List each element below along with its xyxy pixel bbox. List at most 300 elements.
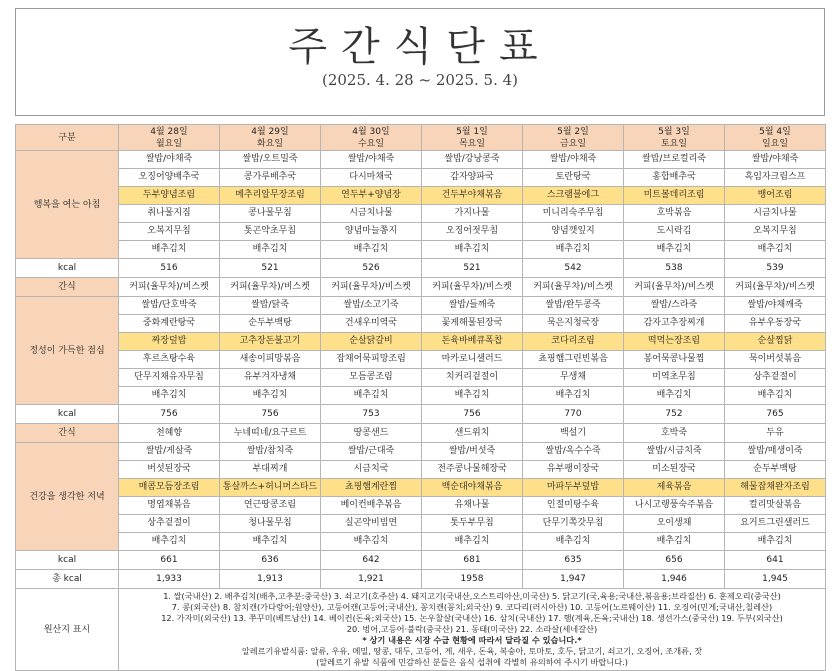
menu-item-text: 콩가루배추국	[243, 172, 297, 182]
menu-item	[220, 351, 321, 369]
dinner-row	[16, 443, 826, 461]
day-date: 5월 4일	[759, 126, 791, 137]
menu-item-text: 실곤약비빔면	[344, 518, 398, 528]
day-date: 4월 30일	[352, 126, 390, 137]
menu-item	[321, 333, 422, 351]
menu-item	[725, 479, 826, 497]
menu-item-text: 토란탕국	[555, 172, 591, 182]
menu-item	[422, 169, 523, 187]
menu-item-text: 배추김치	[252, 244, 288, 254]
menu-item-text: 유채나물	[454, 500, 490, 510]
day-weekday: 토요일	[660, 138, 688, 149]
menu-item	[321, 387, 422, 405]
lunch-row	[16, 387, 826, 405]
menu-item	[220, 479, 321, 497]
menu-item	[523, 443, 624, 461]
menu-item-text: 쌀밥/야채죽	[549, 154, 597, 164]
snack-label: 간식	[16, 278, 119, 297]
menu-item-text: 쌀밥/야채죽	[145, 154, 193, 164]
menu-item	[220, 151, 321, 169]
menu-item-text: 쌀밥/게살죽	[145, 446, 193, 456]
day-weekday: 일요일	[761, 138, 789, 149]
menu-item-text: 배추김치	[555, 536, 591, 546]
menu-item	[220, 515, 321, 533]
menu-item-text: 배추김치	[252, 390, 288, 400]
menu-item	[119, 169, 220, 187]
menu-item	[119, 223, 220, 241]
menu-item	[725, 369, 826, 387]
menu-item-text: 떡먹는장조림	[647, 336, 701, 346]
menu-item-text: 배추김치	[656, 536, 692, 546]
menu-item	[119, 515, 220, 533]
day-weekday: 금요일	[559, 138, 587, 149]
menu-item-text: 취나물지짐	[147, 208, 191, 218]
kcal-value: 756	[422, 405, 523, 424]
menu-item-text: 톳두부무침	[450, 518, 494, 528]
breakfast-row	[16, 205, 826, 223]
menu-item-text: 쵸핑햄그린빈볶음	[538, 354, 608, 364]
menu-item	[422, 515, 523, 533]
menu-item-text: 쌀밥/야채죽	[347, 154, 395, 164]
menu-item-text: 감자양파국	[450, 172, 494, 182]
kcal-value: 756	[119, 405, 220, 424]
kcal-value: 516	[119, 259, 220, 278]
origin-line: 1. 쌀(국내산) 2. 배추김치(배추,고추분:중국산) 3. 쇠고기(호주산) 4. 돼지고기(국내산,오스트리아산,미국산) 5. 닭고기(국,육용;국내산,볶음용;브라질산) 6. 훈제오리(중국산)	[163, 591, 781, 601]
menu-item	[119, 443, 220, 461]
menu-item-text: 쌀밥/참치죽	[246, 446, 294, 456]
total-value: 1,913	[220, 570, 321, 589]
menu-item-text: 다시마채국	[349, 172, 393, 182]
origin-label: 원산지 표시	[16, 589, 119, 671]
total-value: 1,945	[725, 570, 826, 589]
kcal-value: 752	[624, 405, 725, 424]
breakfast-row	[16, 241, 826, 259]
menu-item	[119, 479, 220, 497]
menu-item	[624, 297, 725, 315]
menu-item	[422, 461, 523, 479]
snack-item: 커피(율무차)/비스켓	[321, 278, 422, 297]
breakfast-row	[16, 169, 826, 187]
menu-item-text: 유부우동장국	[748, 318, 802, 328]
menu-item	[523, 151, 624, 169]
menu-item	[624, 533, 725, 551]
snack-item: 커피(율무차)/비스켓	[624, 278, 725, 297]
menu-item	[725, 461, 826, 479]
menu-item-text: 미트볼데리조림	[643, 190, 705, 200]
day-header	[523, 125, 624, 151]
day-header	[725, 125, 826, 151]
menu-item-text: 배추김치	[656, 390, 692, 400]
menu-item-text: 무생채	[559, 372, 587, 382]
menu-item	[422, 387, 523, 405]
menu-item	[624, 387, 725, 405]
lunch-row	[16, 297, 826, 315]
menu-item-text: 쌀밥/옥수수죽	[545, 446, 601, 456]
menu-item-text: 연근땅콩조림	[243, 500, 297, 510]
total-value: 1,947	[523, 570, 624, 589]
kcal-value: 765	[725, 405, 826, 424]
menu-item	[624, 223, 725, 241]
menu-item-text: 인절미탕수육	[546, 500, 600, 510]
menu-item	[523, 187, 624, 205]
menu-item	[624, 515, 725, 533]
menu-item	[725, 443, 826, 461]
menu-item	[725, 387, 826, 405]
menu-item	[624, 369, 725, 387]
dinner-row	[16, 533, 826, 551]
menu-item-text: 쌀밥/완두콩죽	[545, 300, 601, 310]
menu-item	[523, 223, 624, 241]
menu-item-text: 묵은지청국장	[546, 318, 600, 328]
lunch-row	[16, 369, 826, 387]
menu-item	[523, 169, 624, 187]
menu-item	[119, 297, 220, 315]
day-date: 5월 2일	[557, 126, 589, 137]
menu-item-text: 순두부백탕	[753, 464, 797, 474]
menu-item	[119, 187, 220, 205]
menu-item	[523, 515, 624, 533]
snack-item: 커피(율무차)/비스켓	[725, 278, 826, 297]
snack1-row	[16, 278, 826, 297]
menu-item	[523, 333, 624, 351]
menu-item-text: 미소된장국	[652, 464, 696, 474]
menu-item-text: 배추김치	[656, 244, 692, 254]
kcal-value: 538	[624, 259, 725, 278]
menu-item-text: 돈육바베큐폭찹	[441, 336, 503, 346]
menu-item	[119, 151, 220, 169]
menu-item-text: 흑임자크림스프	[744, 172, 806, 182]
kcal-value: 521	[422, 259, 523, 278]
kcal-value: 641	[725, 551, 826, 570]
menu-item-text: 배추김치	[757, 536, 793, 546]
menu-item	[624, 187, 725, 205]
menu-item	[624, 443, 725, 461]
menu-item-text: 배추김치	[555, 244, 591, 254]
menu-item	[119, 351, 220, 369]
menu-item	[220, 169, 321, 187]
menu-item-text: 요거트그린샐러드	[740, 518, 810, 528]
menu-item	[220, 315, 321, 333]
breakfast-label: 행복을 여는 아침	[16, 151, 119, 259]
menu-item	[119, 533, 220, 551]
menu-item-text: 청나물무침	[248, 518, 292, 528]
menu-item	[321, 443, 422, 461]
menu-item	[422, 223, 523, 241]
menu-item-text: 미니리숙주무침	[542, 208, 604, 218]
menu-item	[422, 479, 523, 497]
menu-item-text: 배추김치	[151, 536, 187, 546]
menu-item-text: 짜장덮밥	[151, 336, 187, 346]
menu-item-text: 유부겨자냉채	[243, 372, 297, 382]
menu-item	[725, 315, 826, 333]
menu-item	[321, 497, 422, 515]
snack-item: 백설기	[523, 424, 624, 443]
menu-sheet	[15, 8, 825, 667]
menu-item	[321, 169, 422, 187]
menu-item-text: 배추김치	[151, 244, 187, 254]
menu-item	[422, 333, 523, 351]
menu-item-text: 미역초무침	[652, 372, 696, 382]
kcal-value: 661	[119, 551, 220, 570]
menu-item-text: 오징어젓무침	[445, 226, 499, 236]
menu-item	[321, 241, 422, 259]
breakfast-row	[16, 223, 826, 241]
day-weekday: 목요일	[458, 138, 486, 149]
menu-item-text: 오이생채	[656, 518, 692, 528]
menu-item-text: 쌀밥/스라죽	[650, 300, 698, 310]
total-label: 총 kcal	[16, 570, 119, 589]
menu-item	[523, 387, 624, 405]
menu-item-text: 양념마늘쫑지	[344, 226, 398, 236]
menu-item	[523, 497, 624, 515]
menu-item-text: 배추김치	[454, 244, 490, 254]
menu-item-text: 배추김치	[454, 536, 490, 546]
menu-item	[725, 515, 826, 533]
lunch-label: 정성이 가득한 점심	[16, 297, 119, 405]
menu-item	[422, 187, 523, 205]
menu-item-text: 마카로니샐러드	[441, 354, 503, 364]
menu-item	[624, 315, 725, 333]
date-range: (2025. 4. 28 ~ 2025. 5. 4)	[321, 71, 519, 89]
allergy-note: (알레르기 유발 식품에 민감하신 분들은 음식 섭취에 각별히 유의하여 주시기 바랍니다.)	[316, 657, 628, 667]
menu-item-text: 통살까스+허니머스타드	[222, 482, 318, 492]
menu-item-text: 건새우미역국	[344, 318, 398, 328]
menu-item-text: 단무지채유자무침	[134, 372, 204, 382]
menu-item-text: 배추김치	[454, 390, 490, 400]
menu-item-text: 컬리맛살볶음	[748, 500, 802, 510]
menu-item	[220, 461, 321, 479]
menu-item-text: 건두부야채볶음	[441, 190, 503, 200]
menu-item-text: 시금치나물	[349, 208, 393, 218]
menu-item-text: 단무기쪽갓무침	[542, 518, 604, 528]
total-value: 1,921	[321, 570, 422, 589]
lunch-row	[16, 333, 826, 351]
menu-item	[725, 151, 826, 169]
menu-item	[725, 223, 826, 241]
menu-item	[321, 369, 422, 387]
snack-item: 샌드위치	[422, 424, 523, 443]
menu-item-text: 뱅어조림	[757, 190, 793, 200]
menu-item	[523, 461, 624, 479]
menu-item	[422, 369, 523, 387]
menu-item-text: 가지나물	[454, 208, 490, 218]
menu-item-text: 양념깻잎지	[551, 226, 595, 236]
menu-item-text: 잡채어묵피망조림	[336, 354, 406, 364]
menu-item-text: 배추김치	[757, 244, 793, 254]
kcal-value: 635	[523, 551, 624, 570]
menu-item-text: 새송이피망볶음	[239, 354, 301, 364]
menu-item-text: 오징어양배추국	[138, 172, 200, 182]
menu-item	[220, 205, 321, 223]
menu-item	[422, 297, 523, 315]
menu-item-text: 시금치국	[353, 464, 389, 474]
snack-item: 커피(율무차)/비스켓	[119, 278, 220, 297]
dinner-row	[16, 515, 826, 533]
header-row	[16, 125, 826, 151]
menu-item-text: 백순대야채볶음	[441, 482, 503, 492]
lunch-kcal-row	[16, 405, 826, 424]
day-header	[624, 125, 725, 151]
menu-item-text: 쌀밥/단호박죽	[141, 300, 197, 310]
menu-item	[725, 241, 826, 259]
snack-item: 호박죽	[624, 424, 725, 443]
origin-line: 12. 가자미(외국산) 13. 쭈꾸미(베트남산) 14. 베이컨(돈육;외국산) 15. 논우찰살(국내산) 16. 삼치(국내산) 17. 햄(계육,돈육;국내산) 18. 생선가스(중국산) 19. 두부(외국산)	[161, 613, 783, 623]
menu-item	[624, 151, 725, 169]
menu-item-text: 배추김치	[353, 536, 389, 546]
menu-item-text: 톳곤약초무침	[243, 226, 297, 236]
menu-item-text: 버섯된장국	[147, 464, 191, 474]
header-label: 구분	[16, 125, 119, 151]
snack-label: 간식	[16, 424, 119, 443]
snack-item: 두유	[725, 424, 826, 443]
menu-item	[624, 169, 725, 187]
menu-item	[321, 533, 422, 551]
menu-item-text: 쌀밥/시금치죽	[646, 446, 702, 456]
menu-item	[422, 205, 523, 223]
menu-item	[725, 169, 826, 187]
menu-item-text: 유부팽이장국	[546, 464, 600, 474]
menu-item-text: 해물잡채완자조림	[740, 482, 810, 492]
menu-item	[523, 315, 624, 333]
menu-item-text: 두부양념조림	[142, 190, 196, 200]
menu-item	[220, 369, 321, 387]
day-date: 5월 3일	[658, 126, 690, 137]
menu-item	[119, 497, 220, 515]
menu-item-text: 마파두부덮밥	[546, 482, 600, 492]
dinner-row	[16, 461, 826, 479]
day-weekday: 수요일	[357, 138, 385, 149]
menu-item-text: 쌀밥/오트밀죽	[242, 154, 298, 164]
menu-item	[321, 351, 422, 369]
menu-item	[624, 241, 725, 259]
origin-info	[119, 589, 826, 671]
menu-item	[624, 461, 725, 479]
menu-item-text: 쌀밥/버섯죽	[448, 446, 496, 456]
menu-item-text: 시금치나물	[753, 208, 797, 218]
menu-item-text: 감자고추장찌개	[643, 318, 705, 328]
menu-item-text: 도시락김	[656, 226, 692, 236]
menu-item	[119, 387, 220, 405]
menu-table	[15, 124, 826, 671]
title-box	[15, 8, 825, 116]
menu-item-text: 상추겉절이	[753, 372, 797, 382]
menu-item	[321, 479, 422, 497]
snack-item: 땅콩샌드	[321, 424, 422, 443]
menu-item	[422, 497, 523, 515]
menu-item	[321, 223, 422, 241]
menu-item-text: 제육볶음	[656, 482, 692, 492]
lunch-row	[16, 351, 826, 369]
kcal-label: kcal	[16, 259, 119, 278]
menu-item	[220, 443, 321, 461]
menu-item-text: 홍합배추국	[652, 172, 696, 182]
menu-item-text: 메추리알무장조림	[235, 190, 305, 200]
menu-item	[523, 297, 624, 315]
menu-item-text: 배추김치	[151, 390, 187, 400]
menu-item	[624, 497, 725, 515]
menu-item-text: 배추김치	[757, 390, 793, 400]
menu-item	[220, 223, 321, 241]
menu-item	[624, 205, 725, 223]
menu-item-text: 베이컨배추볶음	[340, 500, 402, 510]
menu-item	[321, 187, 422, 205]
kcal-value: 753	[321, 405, 422, 424]
menu-item-text: 배추김치	[353, 244, 389, 254]
menu-item	[119, 333, 220, 351]
total-kcal-row	[16, 570, 826, 589]
menu-item	[422, 151, 523, 169]
dinner-row	[16, 479, 826, 497]
menu-item-text: 배추김치	[353, 390, 389, 400]
menu-item-text: 배추김치	[555, 390, 591, 400]
menu-item-text: 모듬콩조림	[349, 372, 393, 382]
menu-item-text: 쌀밥/매생이죽	[747, 446, 803, 456]
kcal-label: kcal	[16, 551, 119, 570]
day-date: 5월 1일	[456, 126, 488, 137]
menu-item	[220, 387, 321, 405]
menu-item-text: 콩나물무침	[248, 208, 292, 218]
menu-item	[321, 151, 422, 169]
menu-item-text: 쵸핑햄계란찜	[344, 482, 398, 492]
snack-item: 커피(율무차)/비스켓	[523, 278, 624, 297]
day-date: 4월 28일	[150, 126, 188, 137]
day-weekday: 화요일	[256, 138, 284, 149]
menu-item	[422, 351, 523, 369]
menu-item-text: 치커리겉절이	[445, 372, 499, 382]
day-header	[220, 125, 321, 151]
day-header	[321, 125, 422, 151]
kcal-value: 539	[725, 259, 826, 278]
snack2-row	[16, 424, 826, 443]
menu-item-text: 쌀밥/소고기죽	[343, 300, 399, 310]
day-weekday: 월요일	[155, 138, 183, 149]
origin-line: 20. 벙어,고등어·불락(중국산) 21. 동태(미국산) 22. 소라살(세네갈산)	[346, 624, 598, 634]
menu-item-text: 쌀밥/야채죽	[751, 154, 799, 164]
menu-item-text: 매콤모듬장조림	[138, 482, 200, 492]
menu-item	[422, 315, 523, 333]
kcal-value: 756	[220, 405, 321, 424]
menu-item	[220, 297, 321, 315]
menu-item	[624, 351, 725, 369]
menu-item-text: 오복지무침	[753, 226, 797, 236]
menu-item	[725, 187, 826, 205]
menu-item	[220, 497, 321, 515]
menu-item-text: 중화계란탕국	[142, 318, 196, 328]
menu-item	[624, 479, 725, 497]
menu-item	[321, 205, 422, 223]
menu-item-text: 쌀밥/들깨죽	[448, 300, 496, 310]
menu-item	[725, 533, 826, 551]
snack-item: 천혜향	[119, 424, 220, 443]
menu-item	[725, 333, 826, 351]
menu-item-text: 쌀밥/강낭콩죽	[444, 154, 500, 164]
menu-item-text: 꽃게해물된장국	[441, 318, 503, 328]
dinner-label: 건강을 생각한 저녁	[16, 443, 119, 551]
total-value: 1,933	[119, 570, 220, 589]
menu-item	[119, 315, 220, 333]
menu-item	[422, 241, 523, 259]
menu-item-text: 쌀밥/야채깨죽	[747, 300, 803, 310]
kcal-value: 656	[624, 551, 725, 570]
menu-item-text: 쌀밥/근대죽	[347, 446, 395, 456]
menu-item-text: 나시고랭풍숙주볶음	[634, 500, 714, 510]
snack-item: 커피(율무차)/비스켓	[220, 278, 321, 297]
menu-item-text: 전주콩나물해장국	[437, 464, 507, 474]
menu-item	[725, 497, 826, 515]
kcal-value: 542	[523, 259, 624, 278]
kcal-value: 521	[220, 259, 321, 278]
menu-item-text: 순살닭갈비	[349, 336, 393, 346]
